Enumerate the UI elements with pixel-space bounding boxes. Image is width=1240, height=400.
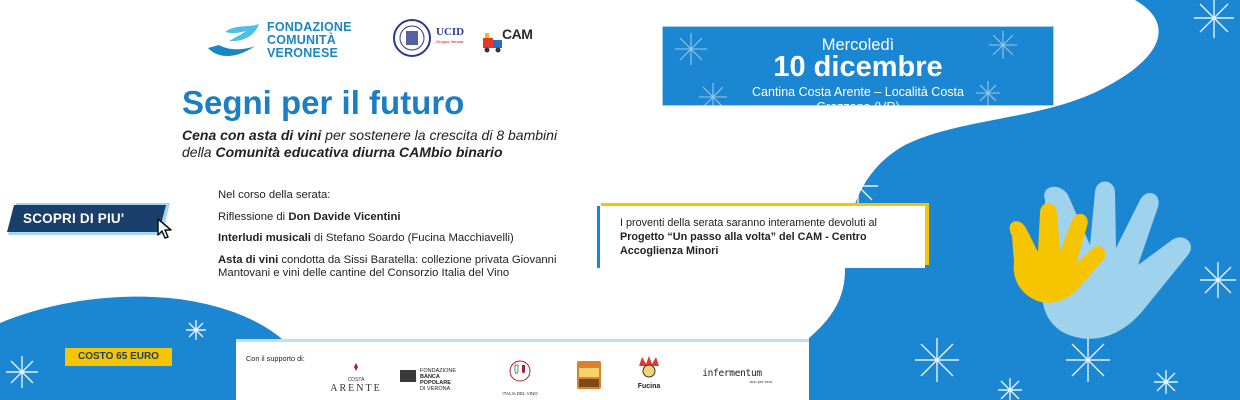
subtitle-text-1: per sostenere la crescita di 8 bambini <box>321 127 558 143</box>
proceeds-note <box>597 206 925 268</box>
fondazione-comunita-veronese-logo[interactable] <box>205 20 375 64</box>
scopri-label: SCOPRI DI PIU' <box>23 211 125 226</box>
program-item-1 <box>218 211 578 225</box>
item3-bold: Asta di vini <box>218 253 279 266</box>
ucid-logo[interactable] <box>392 18 472 58</box>
proceeds-text: I proventi della serata saranno interamente devoluti al <box>620 217 877 229</box>
cam-name: CAM <box>502 26 533 42</box>
infermentum-name: infermentum <box>702 368 762 379</box>
bpv-line2: BANCA POPOLARE <box>420 374 451 386</box>
subtitle-text-2: della <box>182 144 216 160</box>
bpv-line3: DI VERONA <box>420 386 451 392</box>
barbera-label-logo[interactable] <box>576 360 602 390</box>
costa-small: COSTA <box>347 377 365 383</box>
ucid-name: UCID <box>436 26 465 38</box>
event-subtitle <box>182 127 642 161</box>
program-item-2 <box>218 232 578 246</box>
item2-rest: di Stefano Soardo (Fucina Macchiavelli) <box>310 232 514 244</box>
seal-icon <box>392 18 432 58</box>
sponsor-label: Con il supporto di: <box>246 354 305 363</box>
program-item-3 <box>218 254 578 281</box>
price-badge <box>65 348 172 366</box>
subtitle-bold-1: Cena con asta di vini <box>182 127 322 143</box>
scopri-di-piu-button[interactable] <box>6 201 172 237</box>
fcv-line3: VERONESE <box>267 46 339 60</box>
date-place-city: Grezzana (VR) <box>816 100 900 114</box>
fucina-logo[interactable] <box>632 354 666 390</box>
date-box <box>662 26 1054 114</box>
subtitle-bold-2: Comunità educativa diurna CAMbio binario <box>215 144 503 160</box>
proceeds-bold: Progetto “Un passo alla volta” del CAM - Centro Accoglienza Minori <box>620 231 867 257</box>
bpv-line1: FONDAZIONE <box>420 368 457 374</box>
fcv-line1: FONDAZIONE <box>267 20 352 34</box>
costa-arente-emblem-icon <box>330 362 382 376</box>
infermentum-sub: vino per vino <box>749 379 772 384</box>
price-label: COSTO 65 EURO <box>78 351 159 362</box>
ucid-sub: Gruppo Verona <box>436 39 464 44</box>
program-list <box>218 189 578 289</box>
bottle-label-icon <box>576 360 602 390</box>
costa-arente-logo[interactable] <box>330 362 382 394</box>
fucina-name: Fucina <box>637 383 661 390</box>
sponsor-panel <box>236 339 809 400</box>
costa-name: ARENTE <box>330 383 382 394</box>
item3-rest: condotta da Sissi Baratella: collezione privata Giovanni Mantovani e vini delle cantine del Consorzio Italia del Vino <box>218 253 557 279</box>
hands-logo-icon <box>205 22 263 62</box>
fcv-line2: COMUNITÀ <box>267 33 336 47</box>
italia-del-vino-logo[interactable] <box>498 360 542 396</box>
italia-name: ITALIA DEL VINO <box>502 391 538 396</box>
item1-prefix: Riflessione di <box>218 210 289 223</box>
program-intro: Nel corso della serata: <box>218 189 331 201</box>
date-place: Cantina Costa Arente – Località Costa <box>752 85 964 99</box>
date-day: 10 dicembre <box>773 51 943 83</box>
bpv-mark-icon <box>400 370 416 382</box>
item2-bold: Interludi musicali <box>218 232 311 244</box>
cursor-icon <box>156 217 178 239</box>
jester-icon <box>632 354 666 378</box>
date-weekday: Mercoledì <box>821 36 895 54</box>
infermentum-logo[interactable] <box>692 368 772 384</box>
cam-logo[interactable] <box>482 26 562 54</box>
item1-bold: Don Davide Vicentini <box>288 210 401 223</box>
wine-glasses-icon <box>498 360 542 386</box>
event-title: Segni per il futuro <box>182 84 465 121</box>
